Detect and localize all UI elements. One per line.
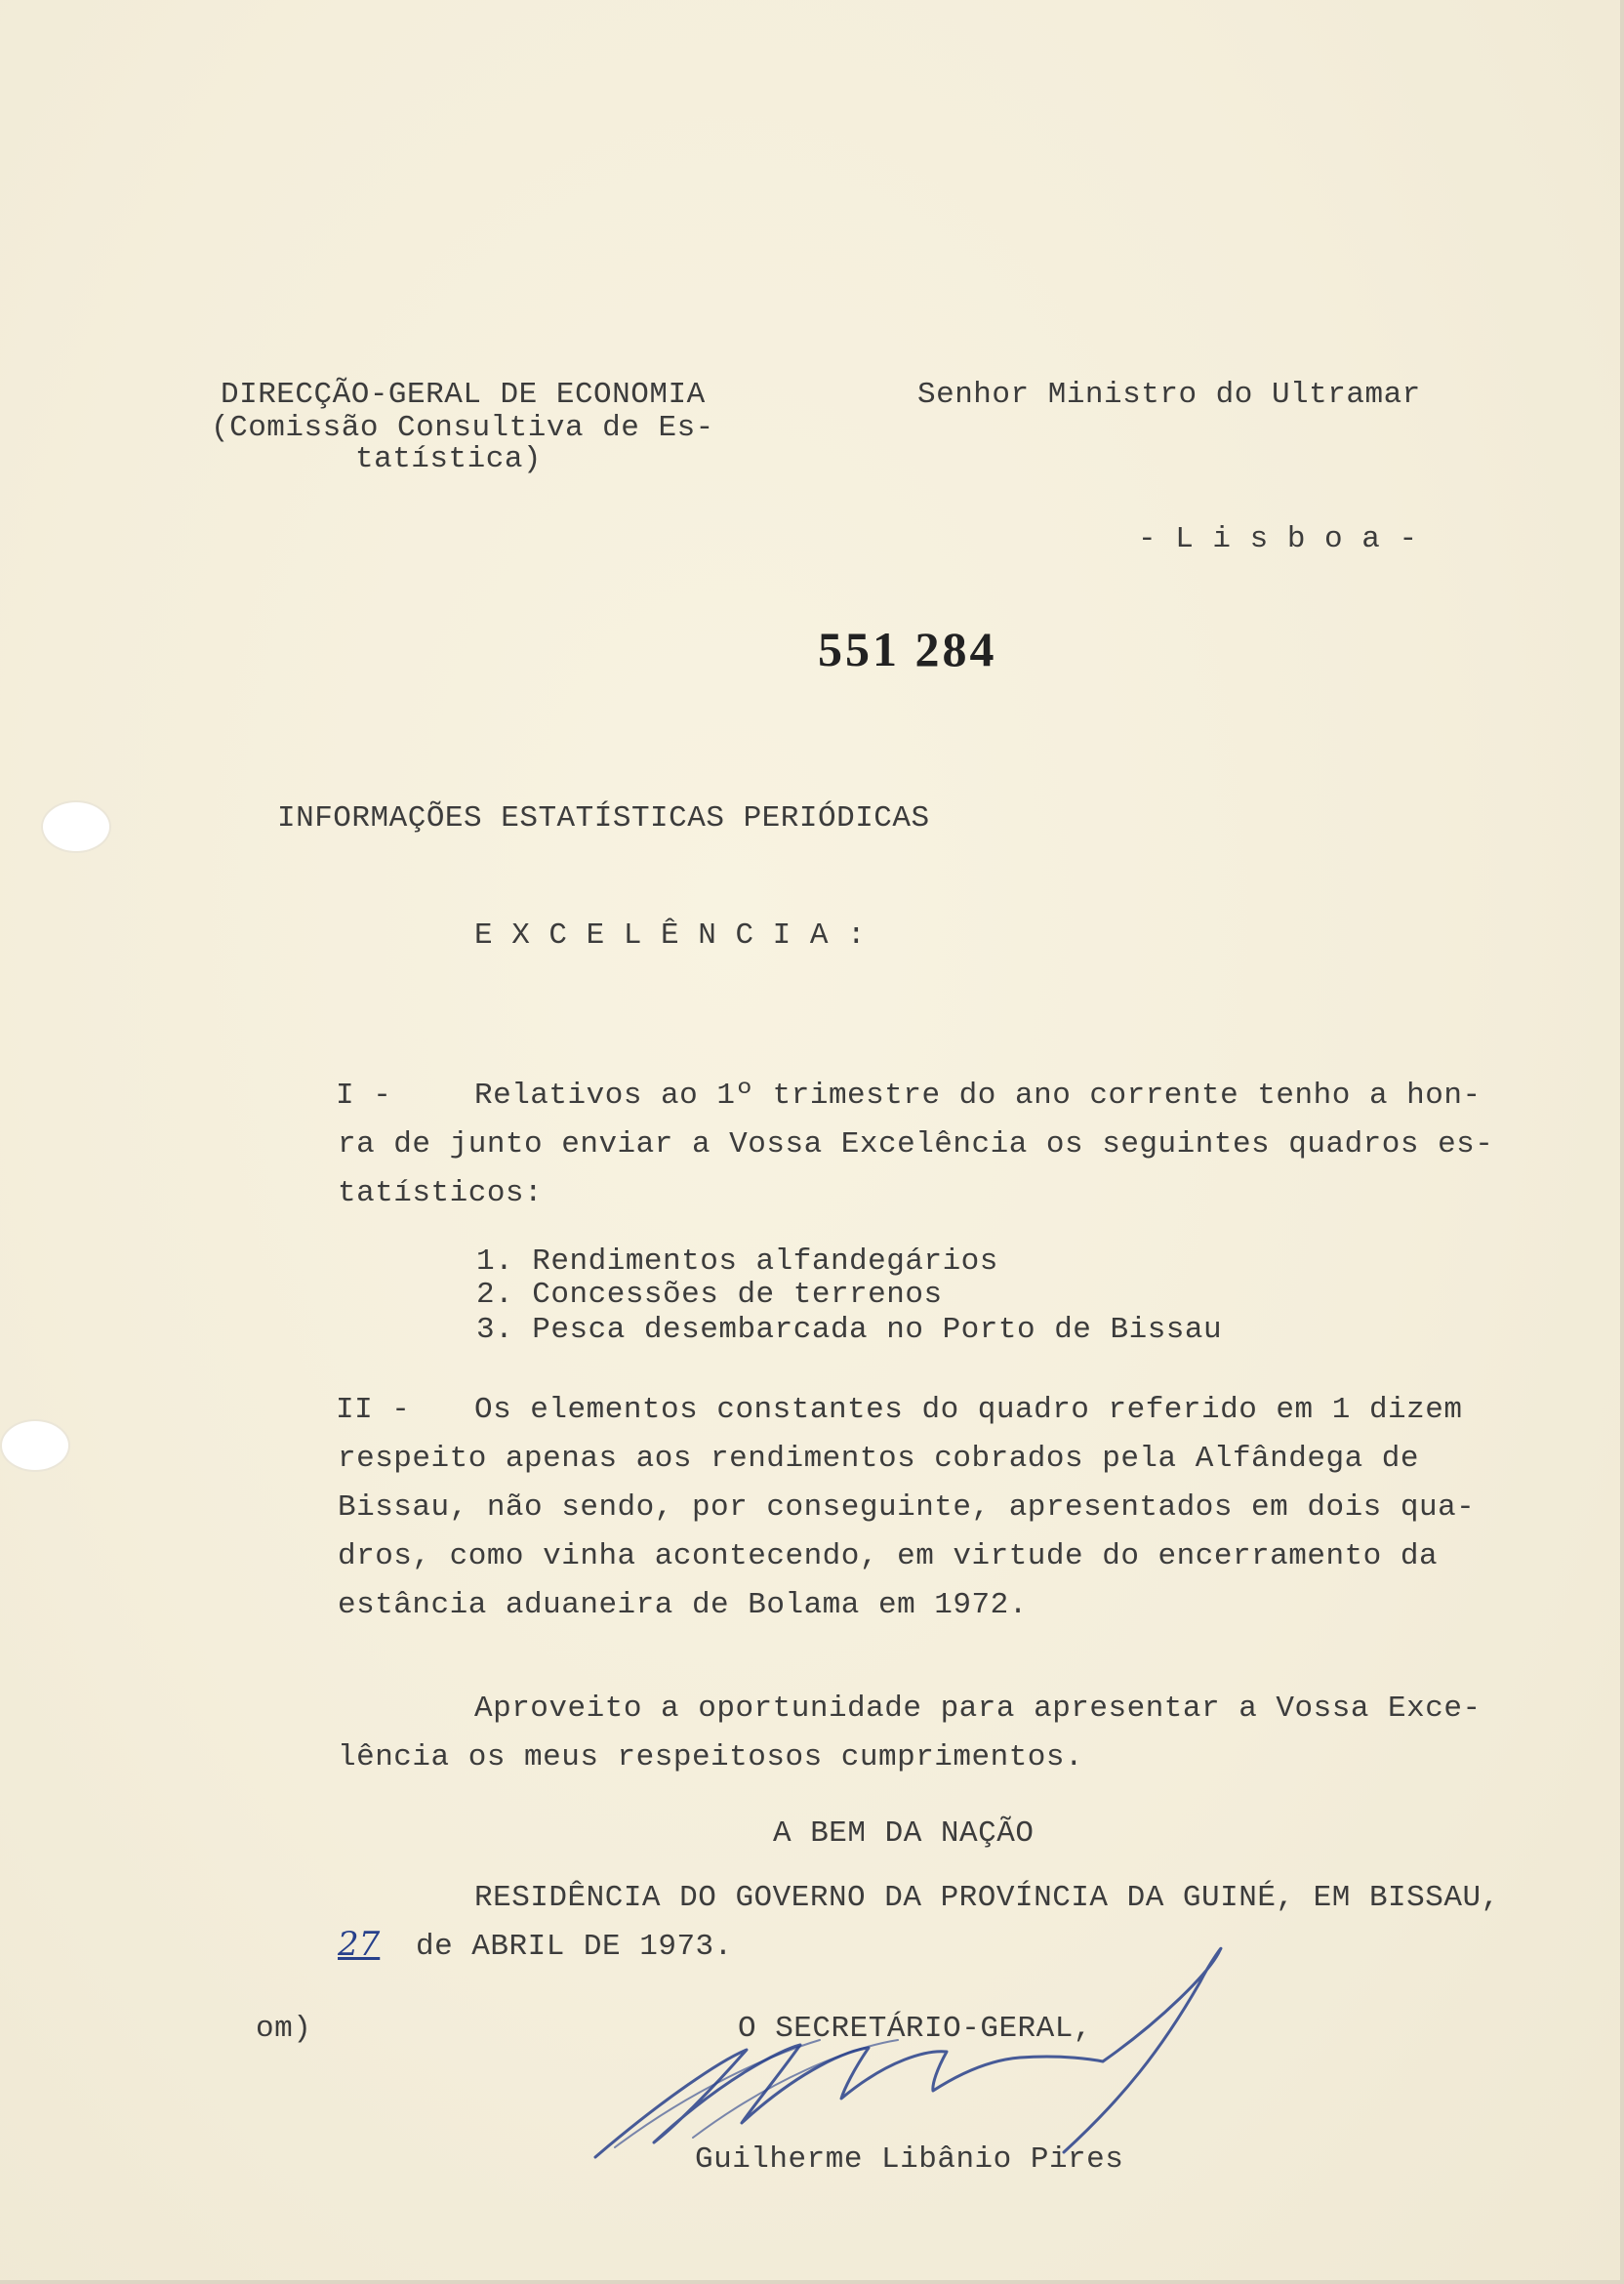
section-i-line: ra de junto enviar a Vossa Excelência os seguintes quadros es- [338, 1127, 1494, 1162]
list-item: 3. Pesca desembarcada no Porto de Bissau [476, 1313, 1223, 1347]
section-i-numeral: I - [336, 1079, 392, 1113]
closing-line: lência os meus respeitosos cumprimentos. [338, 1740, 1084, 1774]
signatory-name: Guilherme Libânio Pires [695, 2142, 1124, 2177]
handwritten-day: 27 [338, 1925, 381, 1964]
department-line-3: tatística) [355, 442, 543, 476]
date-line: de ABRIL DE 1973. [416, 1930, 733, 1964]
salutation: E X C E L Ê N C I A : [474, 918, 867, 953]
section-ii-line: respeito apenas aos rendimentos cobrados pela Alfândega de [338, 1442, 1419, 1476]
signatory-title: O SECRETÁRIO-GERAL, [738, 2012, 1092, 2046]
closing-line: Aproveito a oportunidade para apresentar a Vossa Exce- [474, 1692, 1482, 1726]
addressee: Senhor Ministro do Ultramar [917, 378, 1421, 412]
department-line-1: DIRECÇÃO-GERAL DE ECONOMIA [221, 378, 706, 412]
handwritten-signature [576, 1942, 1239, 2167]
section-ii-line: Bissau, não sendo, por conseguinte, apresentados em dois qua- [338, 1490, 1476, 1525]
section-ii-numeral: II - [336, 1393, 411, 1427]
closing-paragraph [338, 1685, 1482, 1782]
list-item: 1. Rendimentos alfandegários [476, 1244, 998, 1279]
place-line: RESIDÊNCIA DO GOVERNO DA PROVÍNCIA DA GUINÉ, EM BISSAU, [474, 1881, 1500, 1915]
typist-initials: om) [256, 2012, 312, 2046]
list-item: 2. Concessões de terrenos [476, 1278, 943, 1312]
section-ii-text [338, 1386, 1475, 1630]
punch-hole-bottom [2, 1421, 68, 1470]
section-ii-line: estância aduaneira de Bolama em 1972. [338, 1588, 1028, 1622]
addressee-city: - L i s b o a - [1138, 522, 1418, 556]
section-i-line: Relativos ao 1º trimestre do ano corrente tenho a hon- [474, 1079, 1482, 1113]
punch-hole-top [43, 802, 109, 851]
section-i-text [338, 1072, 1493, 1218]
department-line-2: (Comissão Consultiva de Es- [211, 411, 714, 445]
section-i-line: tatísticos: [338, 1176, 544, 1210]
section-ii-line: Os elementos constantes do quadro referido em 1 dizem [474, 1393, 1463, 1427]
subject-heading: INFORMAÇÕES ESTATÍSTICAS PERIÓDICAS [277, 801, 930, 836]
reference-number-stamp: 551 284 [818, 622, 997, 676]
motto: A BEM DA NAÇÃO [773, 1816, 1035, 1851]
section-ii-line: dros, como vinha acontecendo, em virtude do encerramento da [338, 1539, 1439, 1573]
